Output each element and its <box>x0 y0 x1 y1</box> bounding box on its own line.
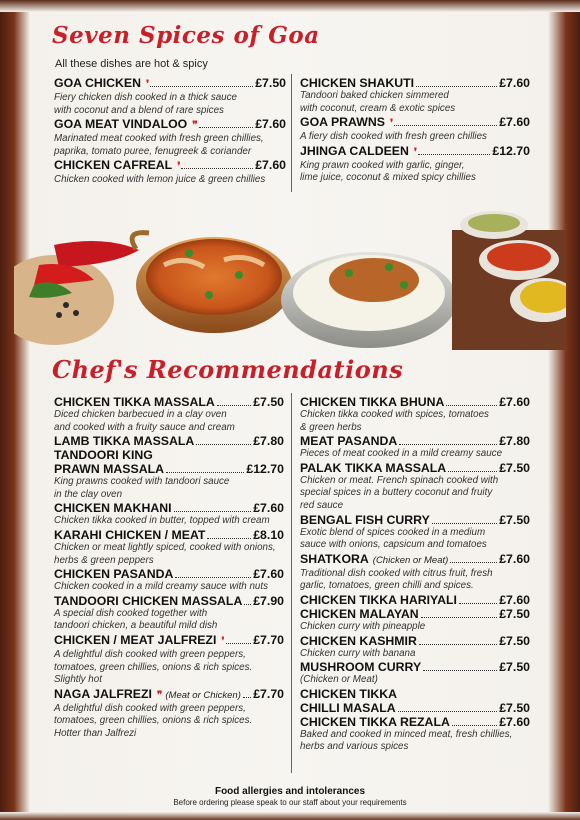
menu-item <box>300 593 530 607</box>
dot-leader <box>423 670 497 671</box>
menu-item-row <box>300 76 530 90</box>
dish-price: £7.50 <box>499 606 530 621</box>
menu-item <box>54 395 284 434</box>
menu-item-row <box>54 633 284 649</box>
dish-description: Fiery chicken dish cooked in a thick sauce with coconut and a blend of rare spices <box>54 92 237 116</box>
menu-item <box>54 501 284 528</box>
section-title-goa: Seven Spices of Goa <box>52 22 320 49</box>
menu-item <box>54 117 286 158</box>
menu-item <box>300 701 530 715</box>
dish-price: £7.60 <box>255 117 286 132</box>
dish-description: A special dish cooked together with tandoori chicken, a beautiful mild dish <box>54 607 218 632</box>
dish-price: £7.80 <box>253 434 284 449</box>
menu-item <box>54 567 284 594</box>
dot-leader <box>452 725 497 726</box>
menu-item <box>54 448 284 462</box>
dot-leader <box>175 577 251 578</box>
dish-description: Chicken tikka cooked with spices, tomatoes & green herbs <box>300 409 489 433</box>
dish-description: Baked and cooked in minced meat, fresh chillies, herbs and various spices <box>300 728 513 753</box>
cardamom-bowl <box>468 214 520 232</box>
dish-price: £7.50 <box>499 700 530 715</box>
dish-price: £7.80 <box>499 434 530 449</box>
dish-description: A delightful dish cooked with green peppers, tomatoes, green chillies, onions & rich spices. Hotter than Jalfrezi <box>54 702 253 739</box>
menu-item-row <box>300 593 530 607</box>
dot-leader <box>166 472 244 473</box>
dot-leader <box>394 125 497 126</box>
dish-price: £7.60 <box>255 158 286 173</box>
dish-description: (Chicken or Meat) <box>300 674 378 686</box>
dish-name: CHICKEN SHAKUTI <box>300 76 415 90</box>
section-subtitle-goa: All these dishes are hot & spicy <box>55 58 208 70</box>
dot-leader <box>418 154 490 155</box>
menu-item <box>300 634 530 661</box>
menu-item-row <box>300 434 530 448</box>
dish-price: £7.60 <box>499 395 530 409</box>
chili-icon: ❜ <box>221 635 224 647</box>
menu-item-row <box>54 567 284 581</box>
chefs-left-column <box>54 395 284 741</box>
dish-description: Pieces of meat cooked in a mild creamy sauce <box>300 448 503 460</box>
dish-name: CHICKEN TIKKA MASSALA <box>54 395 215 409</box>
dish-description: Exotic blend of spices cooked in a medium sauce with onions, capsicum and tomatoes <box>300 526 487 551</box>
dish-name: MEAT PASANDA <box>300 434 398 449</box>
dish-description: King prawn cooked with garlic, ginger, lime juice, coconut & mixed spicy chillies <box>300 159 476 184</box>
menu-item <box>54 528 284 567</box>
menu-item-row <box>300 552 530 568</box>
dish-description: Traditional dish cooked with citrus fruit, fresh garlic, tomatoes, green chilli and spices. <box>300 567 493 592</box>
dish-description: King prawns cooked with tandoori sauce in the clay oven <box>54 476 230 500</box>
menu-item <box>54 158 286 187</box>
menu-item-row <box>54 158 286 174</box>
menu-item <box>300 552 530 593</box>
dot-leader <box>196 444 251 445</box>
dish-name: GOA CHICKEN <box>54 76 141 90</box>
dish-name: GOA MEAT VINDALOO <box>54 117 188 132</box>
dish-price: £7.50 <box>255 76 286 90</box>
column-divider-2 <box>291 393 292 773</box>
menu-item <box>300 607 530 634</box>
menu-item-row <box>54 395 284 409</box>
menu-item-row <box>300 687 530 701</box>
dish-price: £7.60 <box>499 592 530 607</box>
dish-description: Chicken curry with banana <box>300 647 416 659</box>
menu-item-row <box>54 528 284 542</box>
dish-name: MUSHROOM CURRY <box>300 660 422 675</box>
dot-leader <box>207 538 251 539</box>
menu-item <box>54 594 284 633</box>
dish-name: CHILLI MASALA <box>300 700 396 715</box>
menu-item <box>300 395 530 434</box>
menu-item-row <box>300 115 530 131</box>
allergy-title: Food allergies and intolerances <box>214 786 366 797</box>
menu-item-row <box>300 513 530 527</box>
dish-description: Chicken curry with pineapple <box>300 620 426 632</box>
dish-price: £8.10 <box>253 527 284 542</box>
dish-name: PRAWN MASSALA <box>54 462 164 477</box>
dot-leader <box>399 444 497 445</box>
torn-paper-bottom <box>0 812 580 820</box>
dish-name: TANDOORI KING <box>54 448 153 463</box>
dish-description: Diced chicken barbecued in a clay oven and cooked with a fruity sauce and cream <box>54 409 235 433</box>
dish-price: £7.90 <box>253 593 284 608</box>
dish-name: TANDOORI CHICKEN MASSALA <box>54 593 243 608</box>
menu-item-row <box>300 701 530 715</box>
dish-name: CHICKEN TIKKA HARIYALI <box>300 592 457 607</box>
menu-item <box>54 633 284 687</box>
menu-item <box>54 76 286 117</box>
red-chilli <box>54 241 139 267</box>
dish-price: £7.50 <box>499 460 530 475</box>
menu-item-row <box>54 594 284 608</box>
dish-name: NAGA JALFREZI <box>54 686 152 701</box>
dish-name: PALAK TIKKA MASSALA <box>300 460 447 475</box>
menu-item-row <box>300 607 530 621</box>
dish-price: £7.60 <box>499 76 530 90</box>
menu-item-row <box>300 660 530 674</box>
chili-icon: ❜ <box>177 161 180 173</box>
dish-description: Chicken tikka cooked in butter, topped with cream <box>54 515 270 527</box>
dish-description: Chicken or meat. French spinach cooked with special spices in a buttery coconut and fruity red sauce <box>300 474 499 511</box>
dot-leader <box>459 603 497 604</box>
torn-paper-top <box>0 0 580 12</box>
chili-icon: ❜ <box>389 118 393 130</box>
dish-description: Chicken cooked in a mild creamy sauce with nuts <box>54 581 268 593</box>
dish-price: £7.50 <box>499 512 530 527</box>
dish-name: CHICKEN MALAYAN <box>300 606 419 621</box>
dish-price: £12.70 <box>492 143 530 158</box>
dish-price: £7.60 <box>499 115 530 130</box>
dish-description: Chicken or meat lightly spiced, cooked with onions, herbs & green peppers <box>54 541 276 566</box>
dish-name: BENGAL FISH CURRY <box>300 512 430 527</box>
dish-name: KARAHI CHICKEN / MEAT <box>54 527 206 542</box>
menu-item <box>54 462 284 501</box>
dot-leader <box>174 511 252 512</box>
menu-item-row <box>54 501 284 515</box>
menu-item <box>300 144 530 185</box>
chili-icon: ❜❜ <box>156 689 162 701</box>
dot-leader <box>416 86 497 87</box>
dish-price: £7.50 <box>253 395 284 409</box>
dish-description: Marinated meat cooked with fresh green chillies, paprika, tomato puree, fenugreek & coriander <box>54 133 264 157</box>
dish-description: A fiery dish cooked with fresh green chillies <box>300 131 487 143</box>
dot-leader <box>217 405 251 406</box>
dish-price: £7.60 <box>253 501 284 516</box>
dot-leader <box>244 604 251 605</box>
prawn-curry <box>329 258 419 302</box>
dish-description: Tandoori baked chicken simmered with coconut, cream & exotic spices <box>300 90 456 114</box>
dish-name: JHINGA CALDEEN <box>300 143 409 158</box>
dish-note: (Meat or Chicken) <box>165 689 241 701</box>
dot-leader <box>181 168 253 169</box>
menu-item <box>300 461 530 513</box>
chili-icon: ❜❜ <box>192 120 197 132</box>
menu-item <box>300 434 530 461</box>
menu-item <box>54 434 284 448</box>
dish-price: £12.70 <box>246 462 284 477</box>
menu-item-row <box>300 634 530 648</box>
dish-name: CHICKEN TIKKA <box>300 686 398 701</box>
menu-item-row <box>300 395 530 409</box>
dish-description: A delightful dish cooked with green peppers, tomatoes, green chillies, onions & rich spices. Slightly hot <box>54 648 253 686</box>
menu-item-row <box>300 461 530 475</box>
dish-name: CHICKEN MAKHANI <box>54 501 172 516</box>
dish-name: GOA PRAWNS <box>300 115 385 130</box>
dot-leader <box>432 523 497 524</box>
dot-leader <box>450 562 497 563</box>
dish-price: £7.60 <box>499 714 530 729</box>
dish-price: £7.70 <box>253 686 284 701</box>
tikka-masala-curry <box>146 239 282 315</box>
dish-price: £7.60 <box>499 551 530 566</box>
menu-item <box>300 76 530 115</box>
dot-leader <box>243 697 251 698</box>
dish-price: £7.60 <box>253 567 284 582</box>
section-title-chefs: Chef's Recommendations <box>52 355 404 384</box>
dish-name: CHICKEN TIKKA BHUNA <box>300 395 445 409</box>
menu-item-row <box>300 715 530 729</box>
allergy-note: Before ordering please speak to our staff about your requirements <box>173 798 407 807</box>
dot-leader <box>150 86 253 87</box>
goa-left-column <box>54 76 286 187</box>
menu-item-row <box>54 448 284 462</box>
menu-item <box>300 115 530 144</box>
menu-item-row <box>54 687 284 703</box>
goa-right-column <box>300 76 530 185</box>
chilli-powder-bowl <box>487 243 551 271</box>
menu-item-row <box>54 462 284 476</box>
dot-leader <box>199 127 254 128</box>
menu-item <box>54 687 284 741</box>
dish-name: LAMB TIKKA MASSALA <box>54 434 195 449</box>
dot-leader <box>419 644 497 645</box>
chili-icon: ❜ <box>146 79 149 90</box>
dish-note: (Chicken or Meat) <box>372 554 449 566</box>
dish-name: CHICKEN / MEAT JALFREZI <box>54 632 217 647</box>
dish-name: CHICKEN CAFREAL <box>54 158 173 173</box>
menu-item-row <box>54 76 286 92</box>
dish-name: CHICKEN TIKKA REZALA <box>300 714 450 729</box>
dot-leader <box>226 643 252 644</box>
dish-name: CHICKEN KASHMIR <box>300 633 417 648</box>
menu-item <box>300 660 530 687</box>
menu-item-row <box>54 117 286 133</box>
dish-price: £7.50 <box>499 633 530 648</box>
column-divider <box>291 74 292 192</box>
dot-leader <box>421 617 498 618</box>
dish-description: Chicken cooked with lemon juice & green chillies <box>54 174 266 186</box>
dish-price: £7.50 <box>499 660 530 675</box>
dot-leader <box>448 471 497 472</box>
menu-item <box>300 715 530 754</box>
dish-name: SHATKORA <box>300 551 369 566</box>
dish-name: CHICKEN PASANDA <box>54 567 174 582</box>
menu-item <box>300 687 530 701</box>
dot-leader <box>446 405 497 406</box>
food-photo <box>14 205 566 355</box>
chili-icon: ❜ <box>413 146 417 158</box>
chefs-right-column <box>300 395 530 754</box>
dish-price: £7.70 <box>253 632 284 647</box>
dot-leader <box>398 711 498 712</box>
menu-item <box>300 513 530 552</box>
menu-item-row <box>300 144 530 160</box>
menu-item-row <box>54 434 284 448</box>
